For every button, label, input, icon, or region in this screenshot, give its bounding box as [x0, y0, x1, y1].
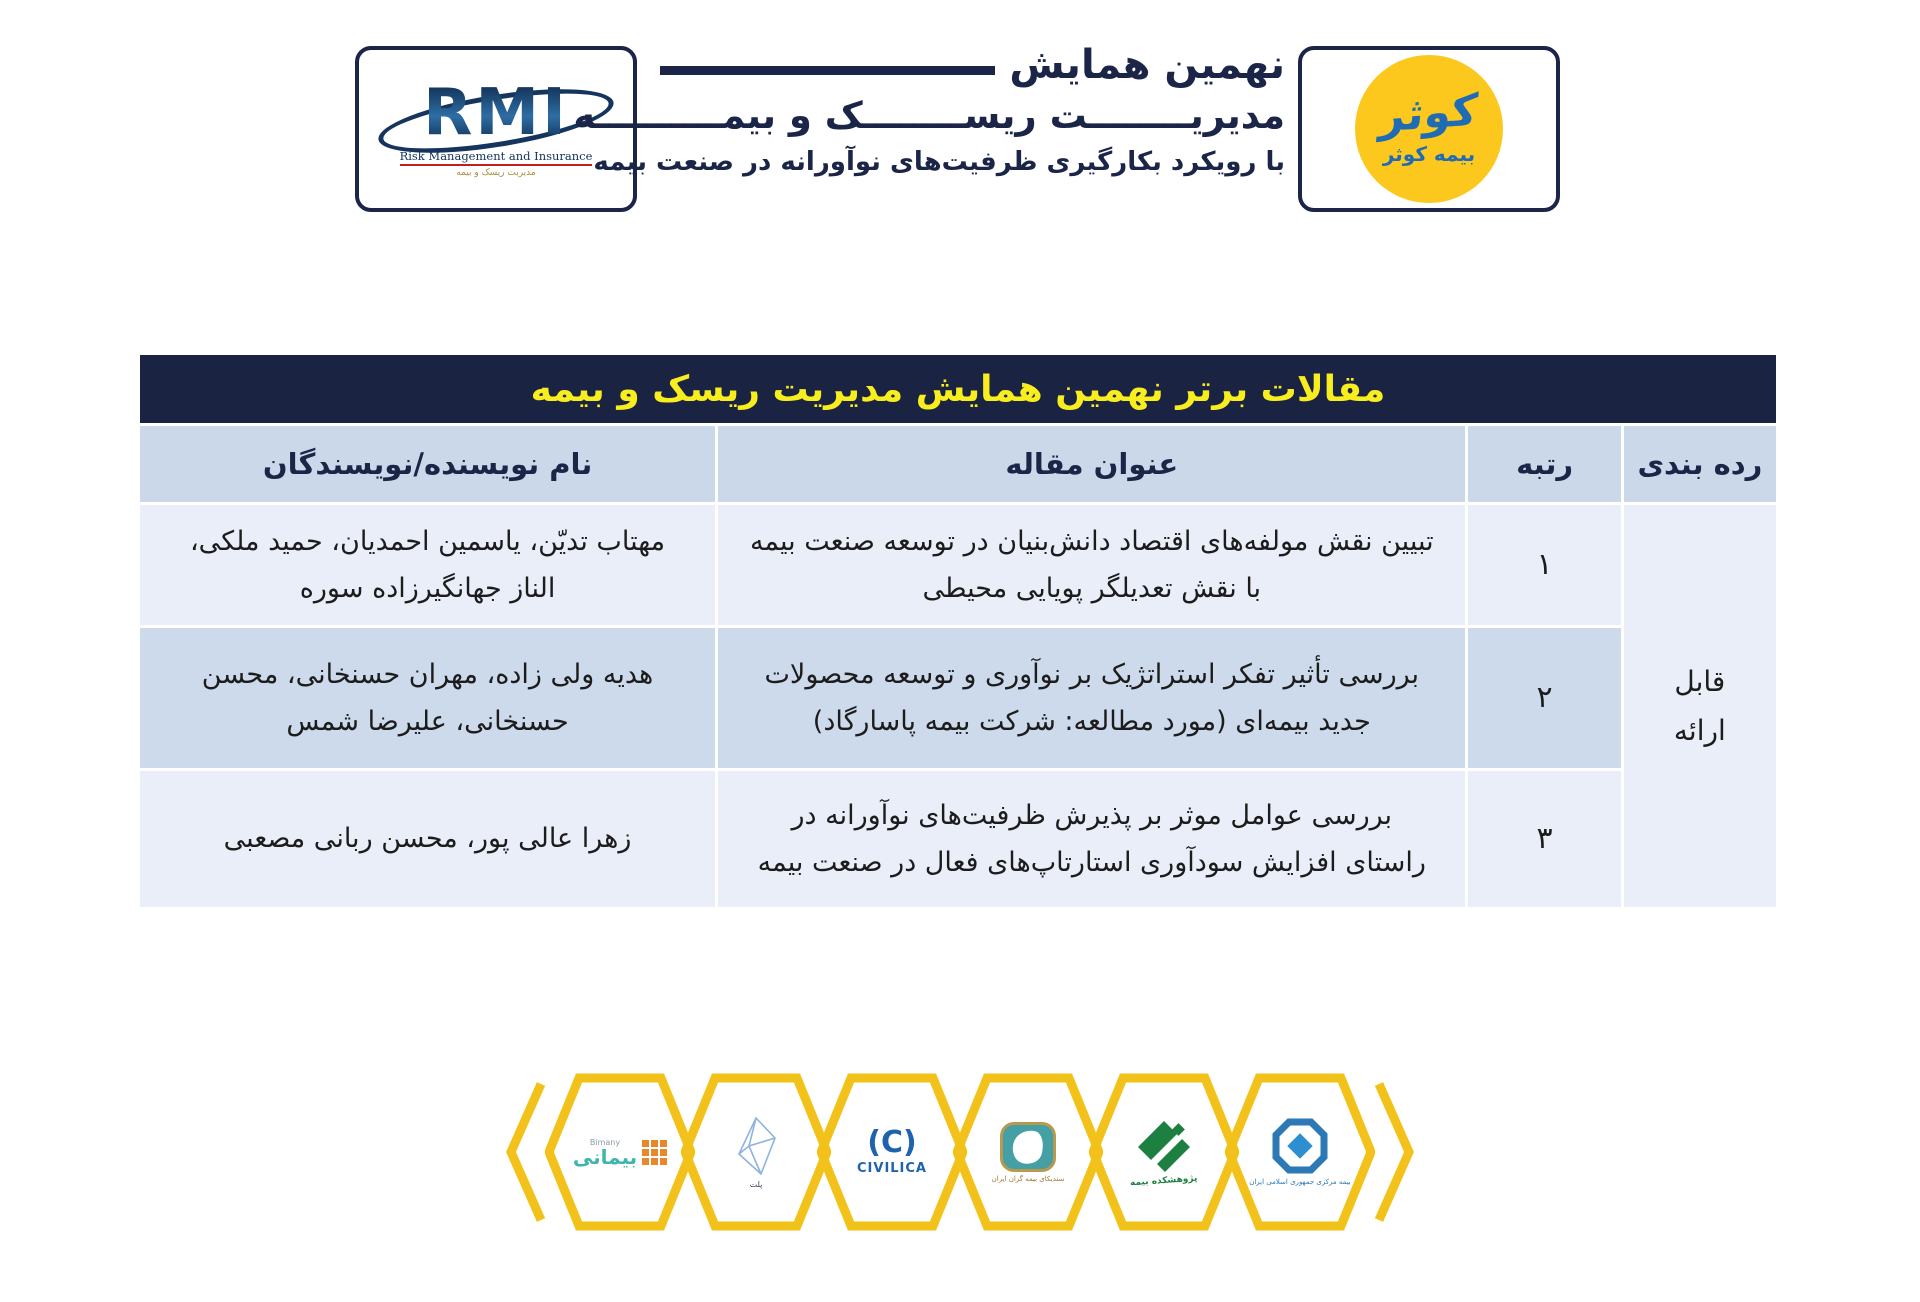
bimany-label-en: Bimany	[589, 1137, 621, 1147]
top-papers-table	[137, 352, 1779, 910]
insurers-syndicate-logo	[975, 1092, 1081, 1212]
authors-cell: زهرا عالی پور، محسن ربانی مصعبی	[140, 771, 715, 907]
table-row	[140, 505, 1776, 625]
strip-end-chevron-icon	[1375, 1072, 1417, 1232]
column-header-authors: نام نویسنده/نویسندگان	[140, 426, 715, 502]
authors-cell: مهتاب تدیّن، یاسمین احمدیان، حمید ملکی، الناز جهانگیرزاده سوره	[140, 505, 715, 625]
column-header-classification: رده بندی	[1624, 426, 1776, 502]
civilica-c-icon: (C)	[867, 1125, 917, 1160]
table-title-band: مقالات برتر نهمین همایش مدیریت ریسک و بیمه	[140, 355, 1776, 423]
strip-end-chevron-icon	[503, 1072, 545, 1232]
kosar-label: بیمه کوثر	[1382, 142, 1476, 166]
conference-title-line2: مدیریــــــــت ریســــــــک و بیمــــــــــه	[573, 94, 1285, 137]
sponsor-hexagon	[817, 1072, 967, 1232]
table-row	[140, 771, 1776, 907]
conference-subtitle: با رویکرد بکارگیری ظرفیت‌های نوآورانه در صنعت بیمه	[593, 147, 1285, 177]
kosar-logo-icon	[1355, 55, 1503, 203]
kosar-script-text: کوثر	[1378, 84, 1480, 143]
crystal-logo	[703, 1092, 809, 1212]
civilica-label: CIVILICA	[857, 1161, 927, 1176]
crystal-wireframe-icon	[730, 1115, 782, 1177]
sponsor-hexagon	[953, 1072, 1103, 1232]
authors-cell: هدیه ولی زاده، مهران حسنخانی، محسن حسنخانی، علیرضا شمس	[140, 628, 715, 768]
research-institute-caption: پژوهشکده بیمه	[1130, 1173, 1198, 1188]
syndicate-caption: سندیکای بیمه گران ایران	[991, 1174, 1065, 1183]
green-diamond-icon	[1137, 1119, 1191, 1173]
crystal-caption: پلت	[749, 1179, 763, 1189]
central-insurance-logo	[1247, 1092, 1353, 1212]
octagon-diamond-icon	[1271, 1117, 1329, 1175]
classification-cell: قابل ارائه	[1624, 505, 1776, 907]
central-insurance-caption: بیمه مرکزی جمهوری اسلامی ایران	[1249, 1177, 1351, 1186]
sponsor-hexagon	[1089, 1072, 1239, 1232]
rank-cell: ۱	[1468, 505, 1620, 625]
civilica-logo	[839, 1092, 945, 1212]
bimany-label-fa: بیمانی	[572, 1144, 638, 1169]
column-header-rank: رتبه	[1468, 426, 1620, 502]
sponsor-hexagon	[545, 1072, 695, 1232]
title-kashida-bar	[660, 66, 995, 75]
table-row	[140, 628, 1776, 768]
paper-title-cell: تبیین نقش مولفه‌های اقتصاد دانش‌بنیان در توسعه صنعت بیمه با نقش تعدیلگر پویایی محیطی	[718, 505, 1465, 625]
sponsor-hexagon	[1225, 1072, 1375, 1232]
conference-title-line1	[660, 42, 1285, 88]
table-header-row	[140, 426, 1776, 502]
conference-title-line1-text: نهمین همایش	[1009, 42, 1285, 88]
rmi-caption-english: Risk Management and Insurance	[400, 149, 593, 166]
syndicate-emblem-icon	[1000, 1122, 1056, 1172]
paper-title-cell: بررسی تأثیر تفکر استراتژیک بر نوآوری و توسعه محصولات جدید بیمه‌ای (مورد مطالعه: شرکت بیمه پاسارگاد)	[718, 628, 1465, 768]
sponsor-logo-strip	[503, 1072, 1417, 1232]
rmi-caption-persian: مدیریت ریسک و بیمه	[456, 167, 536, 178]
paper-title-cell: بررسی عوامل موثر بر پذیرش ظرفیت‌های نوآورانه در راستای افزایش سودآوری استارتاپ‌های فعال در صنعت بیمه	[718, 771, 1465, 907]
bimany-logo	[567, 1092, 673, 1212]
bimany-grid-icon	[642, 1140, 667, 1165]
conference-title-block	[573, 42, 1285, 177]
column-header-paper-title: عنوان مقاله	[718, 426, 1465, 502]
rank-cell: ۳	[1468, 771, 1620, 907]
rank-cell: ۲	[1468, 628, 1620, 768]
insurance-research-institute-logo	[1111, 1092, 1217, 1212]
sponsor-hexagon	[681, 1072, 831, 1232]
kosar-insurance-logo-box	[1298, 46, 1560, 212]
rmi-acronym: RMI	[359, 81, 633, 145]
